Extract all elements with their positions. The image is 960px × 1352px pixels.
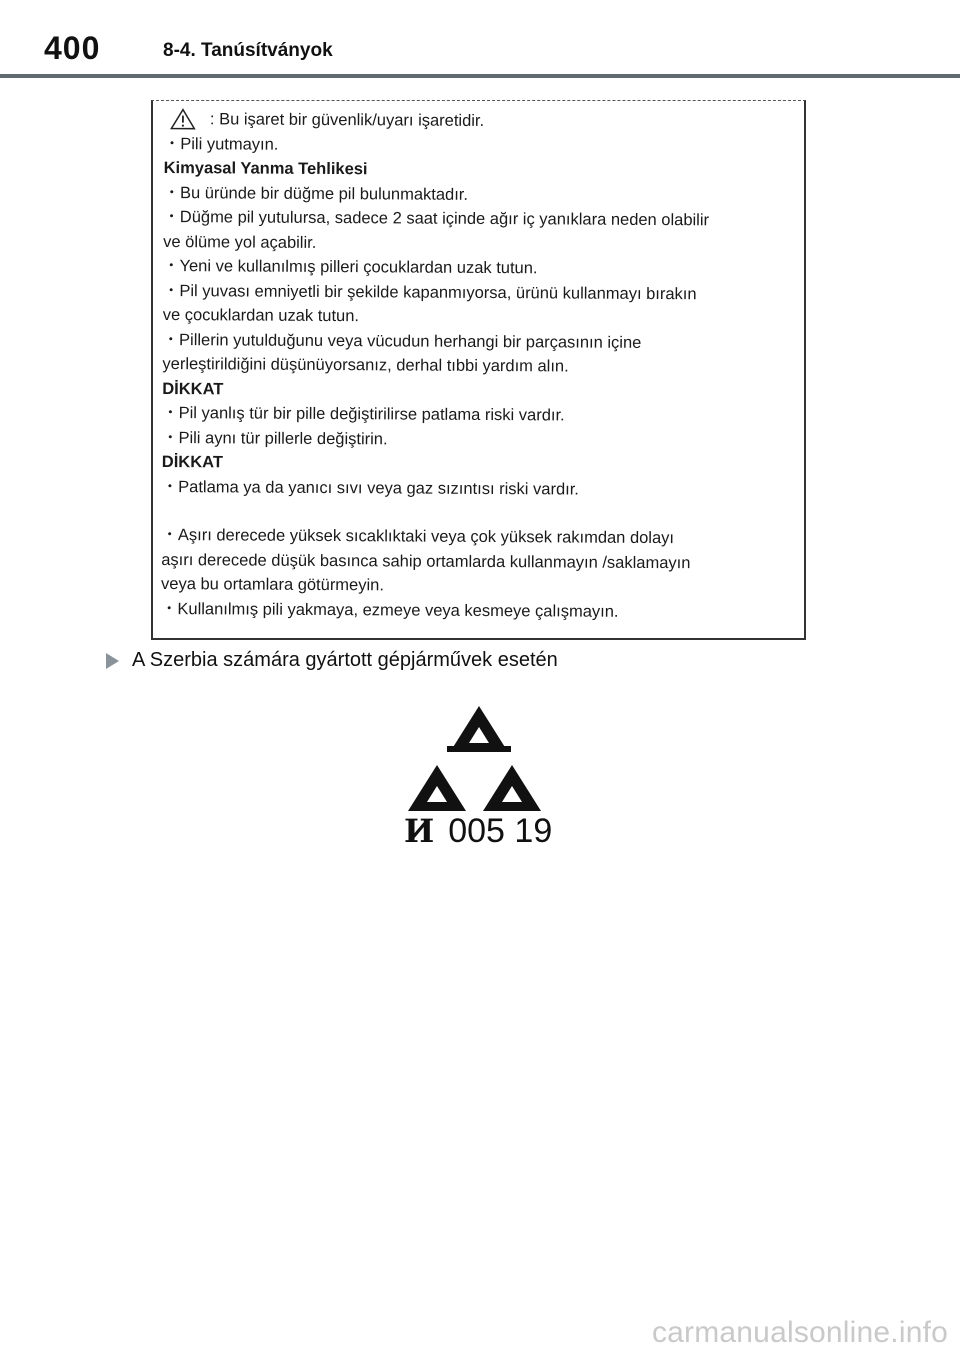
battery-warning-label	[151, 100, 806, 640]
label-line: ・Pil yanlış tür bir pille değiştirilirse patlama riski vardır.	[162, 403, 565, 425]
label-line: ・Pil yuvası emniyetli bir şekilde kapanmıyorsa, ürünü kullanmayı bırakın	[162, 281, 697, 303]
label-line: ・Patlama ya da yanıcı sıvı veya gaz sızıntısı riski vardır.	[161, 477, 579, 499]
label-heading: DİKKAT	[162, 379, 224, 398]
warning-line-text: : Bu işaret bir güvenlik/uyarı işaretidir.	[209, 110, 485, 130]
mark-left-triangle	[408, 765, 466, 811]
serbia-heading-text: A Szerbia számára gyártott gépjárművek esetén	[132, 649, 558, 671]
certification-number: 005 19	[448, 812, 553, 850]
label-line: ・Pili aynı tür pillerle değiştirin.	[161, 428, 388, 448]
header-rule	[0, 74, 960, 78]
warning-triangle-icon	[170, 108, 196, 130]
page-header	[0, 0, 960, 78]
warning-line	[164, 107, 794, 135]
mark-right-triangle	[483, 765, 541, 811]
label-line: ・Yeni ve kullanılmış pilleri çocuklardan uzak tutun.	[162, 256, 538, 278]
label-lines	[161, 131, 794, 624]
certification-prefix: И	[404, 812, 435, 850]
label-text	[161, 107, 794, 625]
serbia-section-heading	[106, 649, 558, 672]
label-line: ・Pillerin yutulduğunu veya vücudun herhangi bir parçasının içine	[162, 330, 642, 352]
label-line: ve çocuklardan uzak tutun.	[162, 305, 360, 326]
label-line: ・Pili yutmayın.	[163, 134, 279, 154]
section-title: 8-4. Tanúsítványok	[163, 40, 333, 61]
label-line: ・Bu üründe bir düğme pil bulunmaktadır.	[163, 183, 469, 204]
triangle-bullet-icon	[106, 653, 119, 669]
page-number: 400	[44, 30, 101, 66]
certification-code	[404, 812, 552, 851]
label-line: ・Düğme pil yutulursa, sadece 2 saat içinde ağır iç yanıklara neden olabilir	[163, 207, 710, 230]
label-heading: Kimyasal Yanma Tehlikesi	[163, 158, 368, 179]
label-line: yerleştirildiğini düşünüyorsanız, derhal tıbbi yardım alın.	[162, 354, 569, 376]
watermark: carmanualsonline.info	[651, 1316, 948, 1349]
label-line: ・Kullanılmış pili yakmaya, ezmeye veya kesmeye çalışmayın.	[160, 599, 619, 621]
label-line: veya bu ortamlara götürmeyin.	[161, 574, 384, 595]
label-line: aşırı derecede düşük basınca sahip ortamlarda kullanmayın /saklamayın	[161, 550, 691, 572]
label-line: ・Aşırı derecede yüksek sıcaklıktaki veya çok yüksek rakımdan dolayı	[161, 525, 675, 548]
mark-top-triangle	[447, 706, 511, 752]
label-line: ve ölüme yol açabilir.	[163, 232, 317, 252]
label-heading: DİKKAT	[161, 452, 223, 472]
